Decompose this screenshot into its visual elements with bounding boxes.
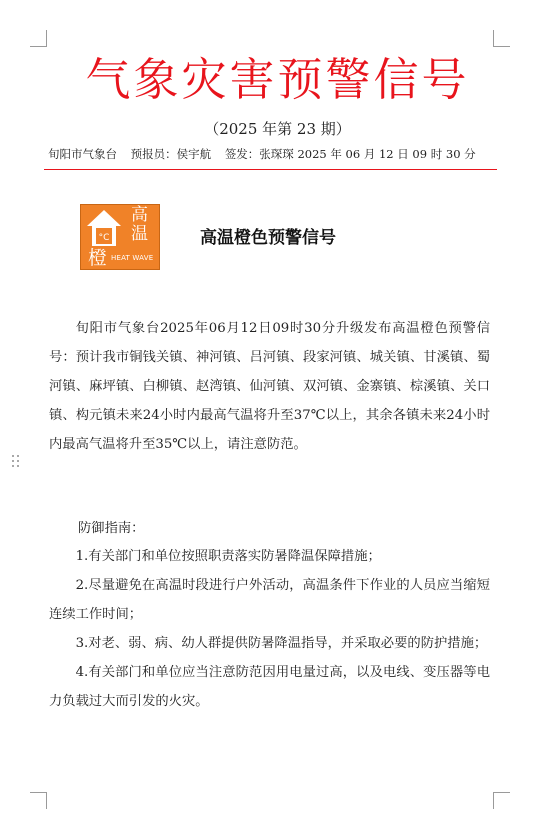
guidance-item: 3.对老、弱、病、幼人群提供防暑降温指导，并采取必要的防护措施； xyxy=(75,636,488,651)
guidance-item: 4.有关部门和单位应当注意防范因用电量过高，以及电线、变压器等电力负载过大而引发的火灾。 xyxy=(49,665,490,709)
issuing-station: 旬阳市气象台 xyxy=(48,147,117,161)
document-title: 气象灾害预警信号 xyxy=(85,53,470,106)
badge-char-wen: 温 xyxy=(131,224,148,244)
signer-datetime: 签发：张琛琛 2025 年 06 月 12 日 09 时 30 分 xyxy=(224,147,476,161)
signal-name: 高温橙色预警信号 xyxy=(200,228,336,248)
badge-char-gao: 高 xyxy=(131,205,148,225)
thermometer-house-icon xyxy=(86,209,122,247)
guidance-heading: 防御指南： xyxy=(78,521,145,536)
heat-wave-orange-badge xyxy=(80,204,160,270)
crop-mark-top-left xyxy=(30,30,47,47)
forecaster: 预报员：侯宇航 xyxy=(130,147,212,161)
header-divider xyxy=(44,169,497,170)
guidance-item: 1.有关部门和单位按照职责落实防暑降温保障措施； xyxy=(75,549,381,564)
guidance-item: 2.尽量避免在高温时段进行户外活动，高温条件下作业的人员应当缩短连续工作时间； xyxy=(49,578,490,622)
issue-number: （2025 年第 23 期） xyxy=(204,120,351,138)
crop-mark-top-right xyxy=(493,30,510,47)
crop-mark-bottom-left xyxy=(30,792,47,809)
header-meta-line xyxy=(48,146,498,162)
crop-mark-bottom-right xyxy=(493,792,510,809)
badge-char-cheng: 橙 xyxy=(88,247,108,269)
badge-heat-wave-label: HEAT WAVE xyxy=(111,254,154,262)
guidance-list xyxy=(49,542,490,716)
drag-handle-icon[interactable] xyxy=(12,455,22,471)
warning-body-text: 旬阳市气象台2025年06月12日09时30分升级发布高温橙色预警信号：预计我市铜钱关镇、神河镇、吕河镇、段家河镇、城关镇、甘溪镇、蜀河镇、麻坪镇、白柳镇、赵湾镇、仙河镇、双河镇、金寨镇、棕溪镇、关口镇、构元镇未来24小时内最高气温将升至37℃以上，其余各镇未来24小时内最高气温将升至35℃以上，请注意防范。 xyxy=(49,321,490,452)
svg-text:°C: °C xyxy=(98,233,110,243)
